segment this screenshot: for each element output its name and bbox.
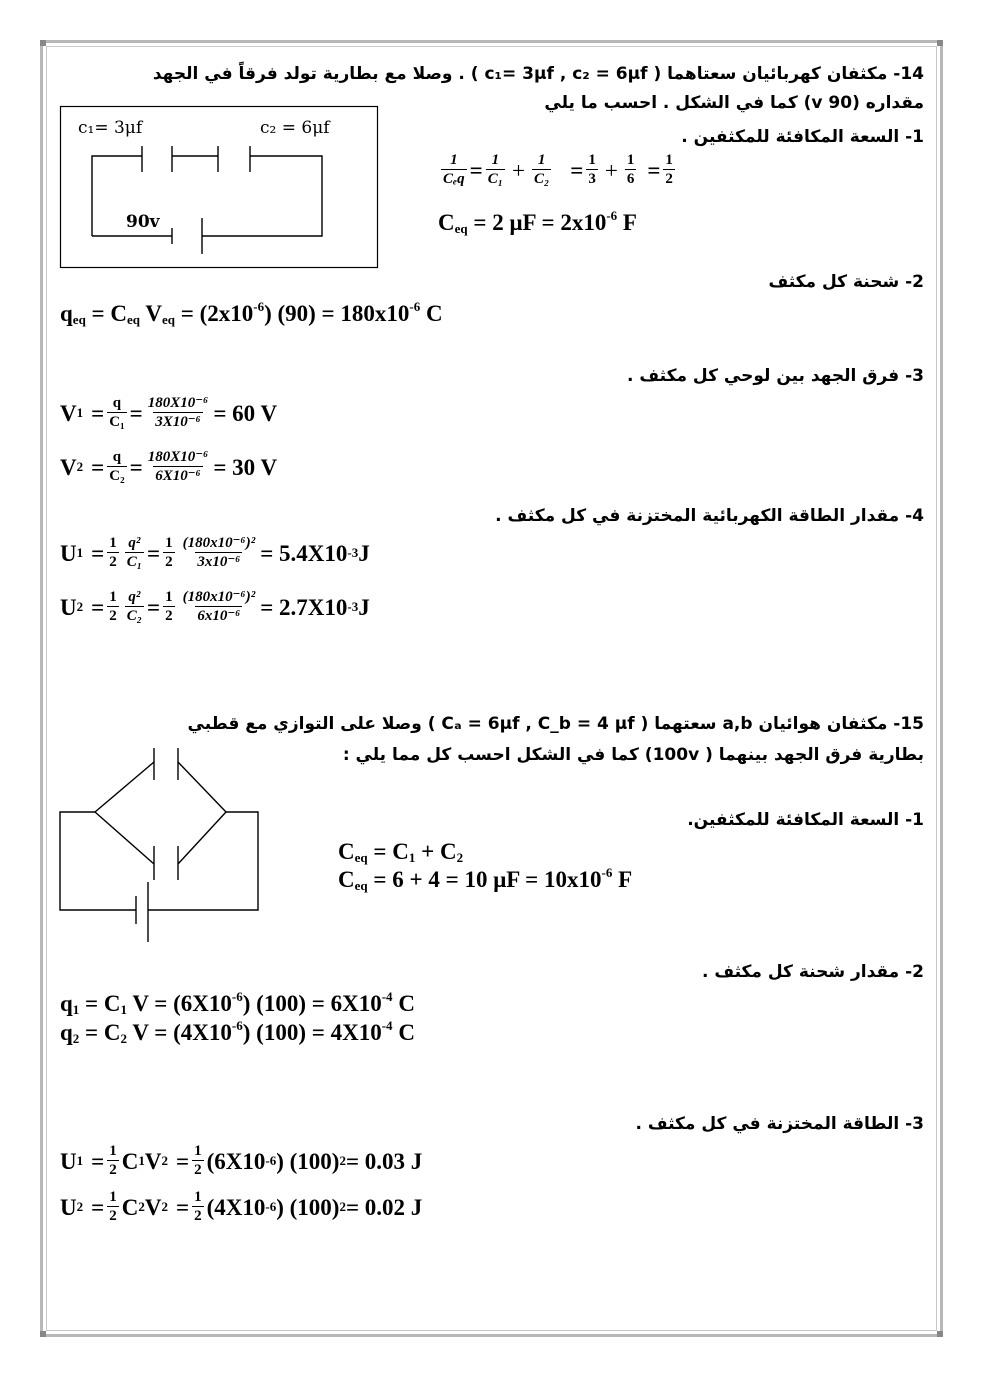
q15-statement-line2: بطارية فرق الجهد بينهما ( 100v) كما في الشكل احسب كل مما يلي : bbox=[342, 745, 924, 765]
q14-v1-equation: V 1 = $\frac{q}{\text{C₁}}$ = $\frac{\text{180X10⁻⁶}}{\text{3X10⁻⁶}}$ = 60 V bbox=[60, 395, 278, 431]
q15-ceq-sum: $C_{eq} = C_1 + C_2$ bbox=[338, 839, 464, 865]
q14-ceq-result: $C_{eq} = 2$ $\mu F = 2x10^{-6}$ F bbox=[438, 208, 637, 236]
q15-q2-equation: $q_2 = C_2$ $V = (4X10^{-6}) (100) = 4X10^{-4}$ C bbox=[60, 1018, 415, 1046]
q14-statement-line2: مقداره (v 90) كما في الشكل . احسب ما يلي bbox=[544, 93, 924, 113]
upper-right-wire bbox=[178, 762, 226, 812]
q15-part3-title: 3- الطاقة المختزنة في كل مكثف . bbox=[635, 1114, 924, 1134]
q14-part3-title: 3- فرق الجهد بين لوحي كل مكثف . bbox=[627, 366, 924, 386]
q14-u1-equation: U 1 = $\frac{1}{2}$ $\frac{\text{q²}}{\text{C₁}}$ = $\frac{1}{2}$ $\frac{\text{(180x10⁻⁶)²}}{\text{3x10⁻⁶}}$ = 5.4X10 -3 J bbox=[60, 535, 370, 571]
corner-mark bbox=[937, 40, 943, 46]
q15-statement-line1: 15- مكثفان هوائيان a,b سعتهما ( Cₐ = 6μf , C_b = 4 μf ) وصلا على التوازي مع قطبي bbox=[187, 714, 924, 734]
q15-q1-equation: $q_1 = C_1$ $V = (6X10^{-6}) (100) = 6X10^{-4}$ C bbox=[60, 989, 415, 1017]
q15-ceq-result: $C_{eq} = 6 + 4 = 10$ $\mu F = 10x10^{-6}$ F bbox=[338, 865, 633, 893]
q14-v2-equation: V 2 = $\frac{q}{\text{C₂}}$ = $\frac{\text{180X10⁻⁶}}{\text{6X10⁻⁶}}$ = 30 V bbox=[60, 449, 278, 485]
q14-ceq-reciprocal-equation: $\frac{1}{\text{Cₑq}}$ = $\frac{1}{\text{C₁}}$ + $\frac{1}{\text{C₂}}$ = $\frac{1}{3}$ + $\frac{1}{6}$ = $\frac{1}{2}$ bbox=[443, 152, 673, 188]
parallel-circuit-diagram bbox=[58, 748, 268, 948]
q14-part4-title: 4- مقدار الطاقة الكهربائية المختزنة في كل مكثف . bbox=[495, 506, 924, 526]
series-circuit-diagram bbox=[60, 106, 380, 271]
wire-right bbox=[202, 156, 322, 236]
q15-u1-equation: U 1 = $\frac{1}{2}$ C 1 V 2 = $\frac{1}{2}$ (6X10 -6 ) (100) 2 = 0.03 J bbox=[60, 1143, 423, 1179]
corner-mark bbox=[937, 1331, 943, 1337]
upper-left-wire bbox=[95, 762, 154, 812]
corner-mark bbox=[40, 40, 46, 46]
q15-u2-equation: U 2 = $\frac{1}{2}$ C 2 V 2 = $\frac{1}{2}$ (4X10 -6 ) (100) 2 = 0.02 J bbox=[60, 1189, 423, 1225]
q15-part1-title: 1- السعة المكافئة للمكثفين. bbox=[687, 810, 924, 830]
q15-part2-title: 2- مقدار شحنة كل مكثف . bbox=[701, 962, 924, 982]
q14-statement-line1: 14- مكثفان كهربائيان سعتاهما ( c₁= 3μf , c₂ = 6μf ) . وصلا مع بطارية تولد فرقاً في الجهد bbox=[152, 64, 924, 84]
outer-right-wire bbox=[148, 812, 258, 910]
q14-part1-title: 1- السعة المكافئة للمكثفين . bbox=[681, 127, 924, 147]
c2-label: c₂ = 6μf bbox=[260, 118, 330, 138]
q14-part2-title: 2- شحنة كل مكثف bbox=[768, 272, 924, 292]
corner-mark bbox=[40, 1331, 46, 1337]
q14-charge-equation: $q_{eq} = C_{eq}$ $V_{eq} = (2x10^{-6}) (90) = 180x10^{-6}$ C bbox=[60, 299, 443, 327]
c1-label: c₁= 3μf bbox=[78, 118, 143, 138]
lower-left-wire bbox=[95, 812, 154, 864]
battery-label: 90v bbox=[126, 212, 160, 232]
outer-left-wire bbox=[60, 812, 136, 910]
q14-u2-equation: U 2 = $\frac{1}{2}$ $\frac{\text{q²}}{\text{C₂}}$ = $\frac{1}{2}$ $\frac{\text{(180x10⁻⁶)²}}{\text{6x10⁻⁶}}$ = 2.7X10 -3 J bbox=[60, 589, 370, 625]
lower-right-wire bbox=[178, 812, 226, 864]
